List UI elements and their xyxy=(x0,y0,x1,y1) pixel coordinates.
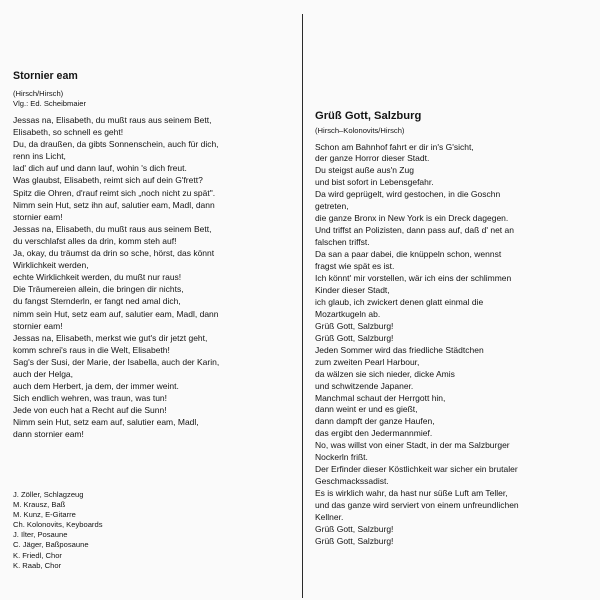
lyric-line: und das ganze wird serviert von einem unfreundlichen xyxy=(315,500,519,511)
lyric-line: Der Erfinder dieser Köstlichkeit war sicher ein brutaler xyxy=(315,464,518,475)
lyric-line: Du steigst auße aus'n Zug xyxy=(315,165,414,176)
personnel-entry: Ch. Kolonovits, Keyboards xyxy=(13,520,103,530)
lyric-line: getreten, xyxy=(315,201,349,212)
credit-line: (Hirsch–Kolonovits/Hirsch) xyxy=(315,126,405,135)
lyric-line: ich glaub, ich zwickert denen glatt einmal die xyxy=(315,296,484,307)
personnel-entry: K. Raab, Chor xyxy=(13,560,62,570)
lyric-line: Elisabeth, so schnell es geht! xyxy=(13,127,124,138)
lyric-line: Es is wirklich wahr, da hast nur süße Luft am Teller, xyxy=(315,488,508,499)
lyric-line: nimm sein Hut, setz eam auf, salutier eam, Madl, dann xyxy=(13,308,219,319)
lyric-line: Die Träumereien allein, die bringen dir nichts, xyxy=(13,284,184,295)
lyric-line: auch der Helga, xyxy=(13,368,74,379)
lyric-line: zum zweiten Pearl Harbour, xyxy=(315,356,420,367)
lyric-line: Kinder dieser Stadt, xyxy=(315,284,390,295)
lyric-line: der ganze Horror dieser Stadt. xyxy=(315,153,430,164)
lyric-line: lad' dich auf und dann lauf, wohin 's dich freut. xyxy=(13,163,187,174)
credit-line: Vlg.: Ed. Scheibmaier xyxy=(13,98,87,108)
lyric-line: dann stornier eam! xyxy=(13,429,84,440)
lyric-line: Grüß Gott, Salzburg! xyxy=(315,524,394,534)
lyric-line: Nimm sein Hut, setz eam auf, salutier eam, Madl, xyxy=(13,417,199,428)
credit-line: (Hirsch/Hirsch) xyxy=(13,89,64,98)
column-divider xyxy=(302,14,303,598)
lyric-line: Geschmackssadist. xyxy=(315,476,389,487)
lyric-line: Du, da draußen, da gibts Sonnenschein, auch für dich, xyxy=(13,139,219,150)
song-title: Grüß Gott, Salzburg xyxy=(315,110,422,122)
personnel-entry: M. Krausz, Baß xyxy=(13,500,66,510)
lyric-line: du fangst Sternderln, er fangt ned amal dich, xyxy=(13,296,181,307)
lyrics xyxy=(13,114,298,441)
lyric-line: Jessas na, Elisabeth, du mußt raus aus seinem Bett, xyxy=(13,115,212,125)
lyric-line: du verschlafst alles da drin, komm steh auf! xyxy=(13,235,177,246)
lyric-line: Spitz die Ohren, d'rauf reimt sich „noch nicht zu spät". xyxy=(13,187,216,198)
lyric-line: No, was willst von einer Stadt, in der ma Salzburger xyxy=(315,440,510,451)
lyric-line: Ich könnt' mir vorstellen, wär ich eins der schlimmen xyxy=(315,272,512,283)
lyric-line: Wirklichkeit werden, xyxy=(13,260,89,271)
lyric-line: Kellner. xyxy=(315,512,344,523)
lyric-line: Sag's der Susi, der Marie, der Isabella, auch der Karin, xyxy=(13,356,220,367)
lyric-line: fragst wie spät es ist. xyxy=(315,261,395,272)
song-stornier-eam xyxy=(13,70,298,441)
lyric-line: dann weint er und es gießt, xyxy=(315,404,418,415)
song-gruess-gott-salzburg xyxy=(315,110,597,548)
lyric-line: Mozartkugeln ab. xyxy=(315,308,381,319)
lyrics xyxy=(315,142,597,548)
lyric-line: Sich endlich wehren, was traun, was tun! xyxy=(13,393,168,404)
lyric-line: Da wird geprügelt, wird gestochen, in die Goschn xyxy=(315,189,501,200)
personnel-entry: C. Jäger, Baßposaune xyxy=(13,540,89,550)
lyric-line: Nockerln frißt. xyxy=(315,452,368,463)
lyric-line: da wälzen sie sich nieder, dicke Amis xyxy=(315,368,455,379)
personnel-entry: J. Zöller, Schlagzeug xyxy=(13,490,84,499)
lyric-line: komm schrei's raus in die Welt, Elisabeth! xyxy=(13,344,170,355)
lyric-line: Jessas na, Elisabeth, du mußt raus aus seinem Bett, xyxy=(13,223,212,234)
lyric-line: stornier eam! xyxy=(13,211,63,222)
lyric-line: echte Wirklichkeit werden, du mußt nur raus! xyxy=(13,272,182,283)
personnel-entry: M. Kunz, E-Gitarre xyxy=(13,510,76,520)
lyric-line: renn ins Licht, xyxy=(13,151,66,162)
lyric-line: stornier eam! xyxy=(13,320,63,331)
lyric-line: und bist sofort in Lebensgefahr. xyxy=(315,177,434,188)
lyric-line: Grüß Gott, Salzburg! xyxy=(315,320,394,331)
lyric-line: Was glaubst, Elisabeth, reimt sich auf dein G'frett? xyxy=(13,175,203,186)
lyric-line: und schwitzende Japaner. xyxy=(315,380,414,391)
lyric-line: das ergibt den Jedermannmief. xyxy=(315,428,433,439)
lyric-line: Nimm sein Hut, setz ihn auf, salutier eam, Madl, dann xyxy=(13,199,215,210)
personnel-entry: J. Ilter, Posaune xyxy=(13,530,68,540)
lyric-line: Jede von euch hat a Recht auf die Sunn! xyxy=(13,405,167,416)
lyric-line: Grüß Gott, Salzburg! xyxy=(315,535,394,546)
lyric-line: Jeden Sommer wird das friedliche Städtchen xyxy=(315,344,484,355)
lyric-line: Grüß Gott, Salzburg! xyxy=(315,332,394,343)
lyric-line: falschen triffst. xyxy=(315,237,370,248)
lyric-line: Jessas na, Elisabeth, merkst wie gut's dir jetzt geht, xyxy=(13,332,208,343)
personnel-list xyxy=(13,490,273,571)
lyric-line: Da san a paar dabei, die knüppeln schon, wennst xyxy=(315,249,502,260)
lyric-line: Ja, okay, du träumst da drin so sche, hörst, das könnt xyxy=(13,248,215,259)
lyric-line: Manchmal schaut der Herrgott hin, xyxy=(315,392,446,403)
lyric-line: die ganze Bronx in New York is ein Dreck dagegen. xyxy=(315,213,509,224)
lyric-line: dann dampft der ganze Haufen, xyxy=(315,416,435,427)
song-title: Stornier eam xyxy=(13,70,78,82)
personnel-entry: K. Friedl, Chor xyxy=(13,550,62,560)
lyric-line: Und triffst an Polizisten, dann pass auf, daß d' net an xyxy=(315,225,514,236)
song-credits xyxy=(315,126,597,136)
lyric-line: auch dem Herbert, ja dem, der immer weint. xyxy=(13,381,179,392)
lyric-line: Schon am Bahnhof fahrt er dir in's G'sicht, xyxy=(315,141,474,152)
song-credits xyxy=(13,89,298,108)
